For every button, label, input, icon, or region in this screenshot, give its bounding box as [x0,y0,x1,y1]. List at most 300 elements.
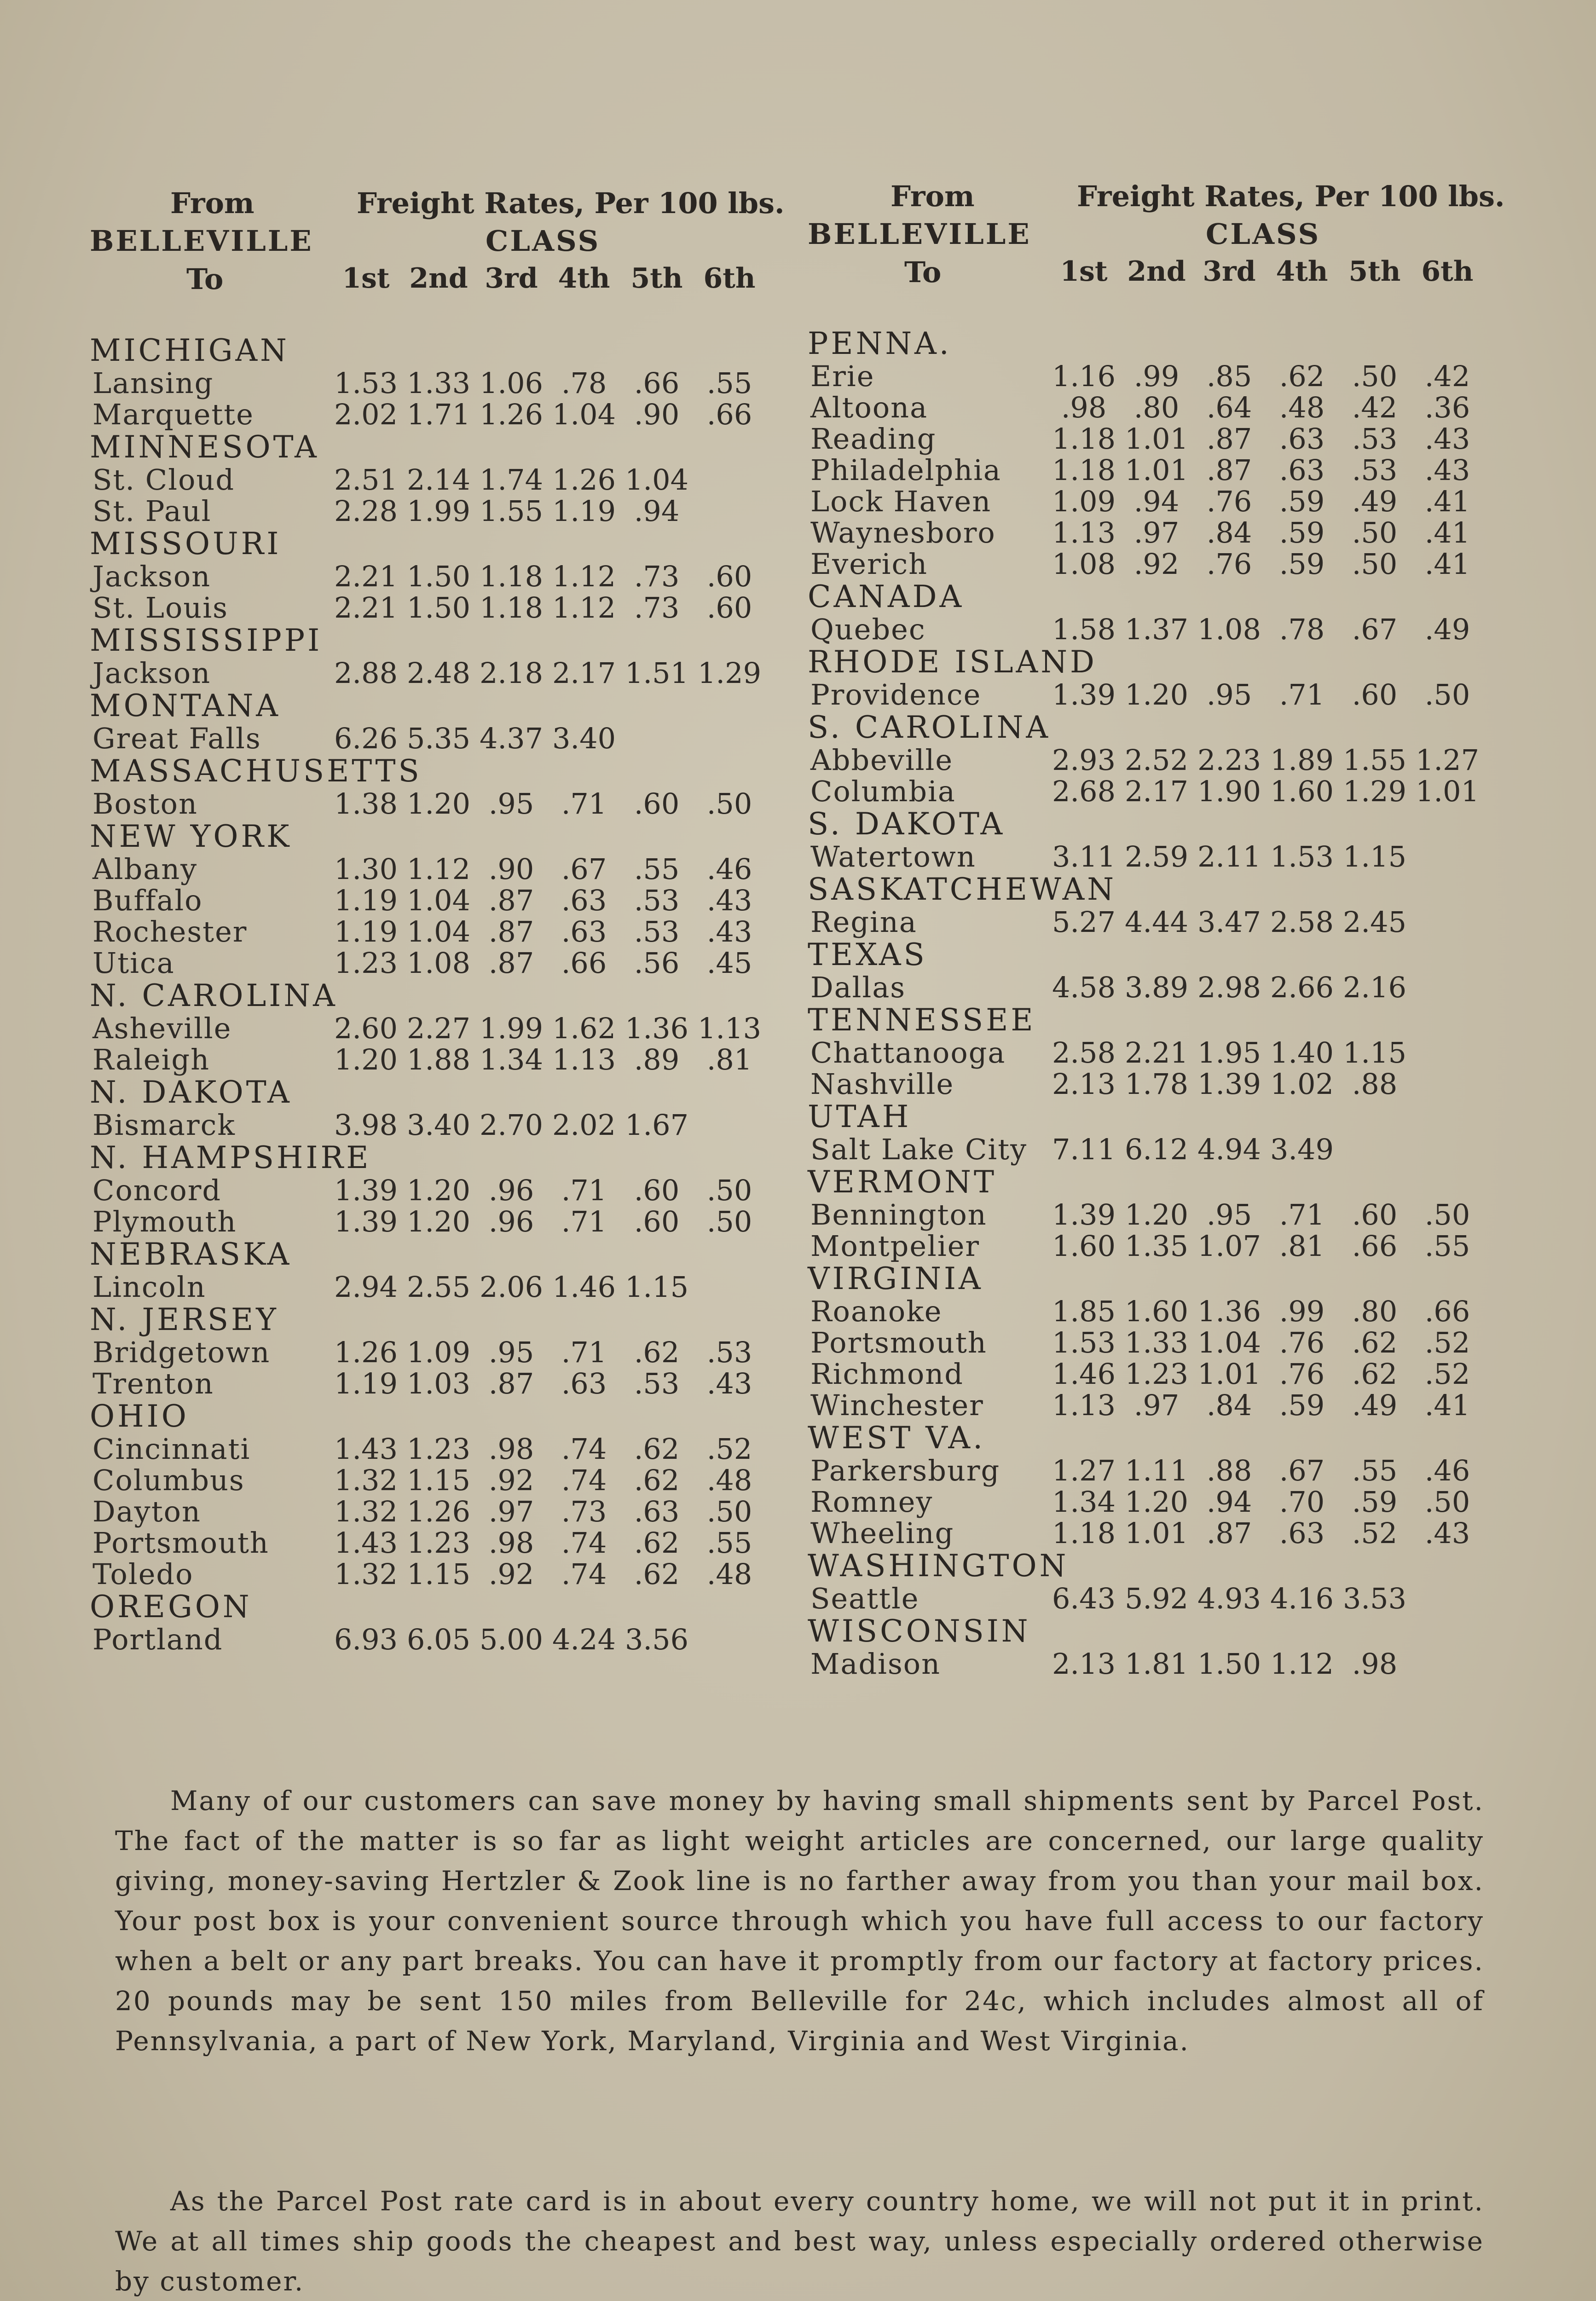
rate-cell: .41 [1424,1388,1470,1422]
rate-cell: .62 [634,1463,680,1497]
rate-cell: 1.23 [334,946,398,980]
table-row [808,1199,1489,1231]
table-row [90,368,771,399]
rate-cell: 1.67 [625,1108,689,1142]
city-name: Richmond [810,1357,964,1391]
table-row [808,486,1489,517]
rate-cell: .43 [706,915,752,948]
table-row [90,496,771,527]
table-row [808,1518,1489,1549]
city-name: Bennington [810,1198,987,1231]
rate-cell: 3.40 [406,1108,471,1142]
rate-cell: .85 [1206,359,1252,393]
rate-cell: .55 [706,366,752,400]
table-header-right [808,175,1505,327]
table-row [808,392,1489,423]
rate-cell: .95 [1206,1198,1252,1231]
origin-label: BELLEVILLE [90,224,313,258]
class-6th: 6th [703,262,756,295]
city-name: Chattanooga [810,1036,1006,1070]
table-row [808,1648,1489,1680]
rate-cell: 3.49 [1270,1133,1334,1166]
rate-cell: 2.17 [552,656,616,690]
class-5th: 5th [630,262,683,295]
rate-cell: .59 [1279,547,1325,581]
rate-cell: .63 [634,1495,680,1528]
rate-cell: .74 [561,1463,607,1497]
state-heading: WISCONSIN [808,1613,1031,1649]
rate-cell: 2.58 [1052,1036,1116,1070]
table-row [808,1455,1489,1486]
rate-cell: .81 [706,1043,752,1076]
rate-cell: .52 [706,1432,752,1466]
rate-cell: 2.11 [1197,840,1261,873]
rate-cell: 2.58 [1270,905,1334,939]
rate-cell: 1.60 [1124,1295,1189,1328]
table-row [90,1434,771,1465]
class-4th: 4th [1276,255,1328,288]
rate-cell: 1.13 [552,1043,616,1076]
city-name: Buffalo [93,884,203,917]
rate-cell: 1.08 [1052,547,1116,581]
rate-cell: .96 [488,1205,534,1238]
rate-cell: .78 [561,366,607,400]
rate-cell: 1.39 [334,1205,398,1238]
rates-table-right [808,175,1505,1681]
rate-cell: 1.04 [625,463,689,497]
rate-cell: 1.46 [1052,1357,1116,1391]
city-name: Everich [810,547,928,581]
table-row [90,1368,771,1399]
rate-cell: 1.08 [406,946,471,980]
rate-cell: .71 [1279,678,1325,711]
table-row [808,776,1489,807]
table-row [90,1110,771,1141]
city-name: Romney [810,1485,933,1519]
rate-cell: .46 [1424,1454,1470,1487]
rate-cell: .66 [1352,1229,1398,1263]
rate-cell: 5.92 [1124,1582,1189,1615]
city-name: Raleigh [93,1043,210,1076]
rate-cell: 2.21 [334,591,398,624]
state-heading: MASSACHUSETTS [90,753,422,789]
rate-cell: 1.20 [334,1043,398,1076]
rate-cell: .52 [1424,1326,1470,1359]
city-name: Columbia [810,775,956,808]
rate-cell: .43 [1424,1516,1470,1550]
rate-cell: .84 [1206,1388,1252,1422]
city-name: Trenton [93,1367,214,1400]
rate-cell: 1.32 [334,1495,398,1528]
rate-cell: 2.93 [1052,743,1116,777]
rate-cell: .42 [1424,359,1470,393]
rate-cell: .60 [634,1174,680,1207]
rate-cell: 1.23 [406,1526,471,1560]
rate-cell: .53 [634,915,680,948]
rate-cell: 1.18 [479,591,544,624]
rate-cell: .76 [1206,485,1252,518]
rate-cell: 1.01 [1124,453,1189,487]
rate-cell: 1.36 [625,1012,689,1045]
rate-cell: 1.20 [406,787,471,821]
rate-cell: 1.23 [406,1432,471,1466]
rate-cell: 3.53 [1342,1582,1407,1615]
rate-cell: .53 [634,884,680,917]
rate-cell: .76 [1206,547,1252,581]
rate-cell: 1.53 [334,366,398,400]
rate-cell: 2.02 [552,1108,616,1142]
rate-cell: .97 [1133,1388,1180,1422]
rate-cell: 1.43 [334,1526,398,1560]
rate-cell: 1.46 [552,1270,616,1304]
rate-cell: .62 [1352,1357,1398,1391]
state-heading: VIRGINIA [808,1261,983,1296]
rate-cell: .50 [706,1174,752,1207]
rate-cell: .71 [561,787,607,821]
rate-cell: .60 [706,591,752,624]
rate-cell: 2.27 [406,1012,471,1045]
table-row [90,723,771,754]
rate-cell: 1.15 [625,1270,689,1304]
state-heading: TEXAS [808,937,927,972]
rate-cell: 1.04 [1197,1326,1261,1359]
rate-cell: .96 [488,1174,534,1207]
rate-cell: 1.15 [406,1463,471,1497]
city-name: Portland [93,1623,223,1656]
rate-cell: 1.20 [1124,1485,1189,1519]
table-row [90,1465,771,1496]
rate-cell: .62 [634,1336,680,1369]
rate-cell: .48 [706,1557,752,1591]
city-name: Salt Lake City [810,1133,1028,1166]
from-label: From [891,179,975,213]
rate-cell: 2.94 [334,1270,398,1304]
rate-cell: 2.28 [334,494,398,528]
rate-cell: 1.53 [1052,1326,1116,1359]
state-heading: NEW YORK [90,819,292,854]
rate-cell: 1.33 [406,366,471,400]
rate-cell: .80 [1133,391,1180,424]
rate-cell: .66 [634,366,680,400]
rate-cell: 1.18 [479,560,544,593]
class-1st: 1st [1060,255,1108,288]
state-heading: S. DAKOTA [808,806,1006,842]
rate-cell: 1.12 [1270,1647,1334,1681]
rate-cell: 1.07 [1197,1229,1261,1263]
parcel-post-paragraph [115,1781,1484,2061]
rate-cell: .50 [1424,1198,1470,1231]
origin-label: BELLEVILLE [808,217,1031,251]
rate-cell: 1.40 [1270,1036,1334,1070]
table-row [90,1624,771,1655]
rate-cell: .64 [1206,391,1252,424]
rate-cell: .71 [1279,1198,1325,1231]
rate-cell: 1.12 [406,852,471,886]
table-row [90,788,771,820]
rate-cell: .88 [1352,1067,1398,1101]
city-name: Quebec [810,613,926,646]
rate-cell: .63 [561,884,607,917]
rate-cell: .62 [1352,1326,1398,1359]
rate-cell: .80 [1352,1295,1398,1328]
state-heading: N. HAMPSHIRE [90,1140,371,1175]
rate-cell: .87 [488,1367,534,1400]
rate-cell: .99 [1133,359,1180,393]
rate-cell: 3.89 [1124,971,1189,1004]
table-row [808,841,1489,873]
table-row [808,1486,1489,1518]
rate-cell: 1.85 [1052,1295,1116,1328]
rate-cell: .63 [1279,422,1325,456]
rate-cell: 1.90 [1197,775,1261,808]
table-row [90,1559,771,1590]
rate-cell: 2.55 [406,1270,471,1304]
table-row [90,948,771,979]
rate-cell: 2.14 [406,463,471,497]
rate-cell: .43 [706,1367,752,1400]
rate-cell: 1.03 [406,1367,471,1400]
rate-cell: .63 [1279,1516,1325,1550]
rate-cell: .50 [1424,678,1470,711]
rate-cell: .74 [561,1526,607,1560]
city-name: Dallas [810,971,906,1004]
rate-cell: 1.34 [1052,1485,1116,1519]
rate-cell: .92 [488,1463,534,1497]
rate-cell: .50 [1352,359,1398,393]
rate-cell: .67 [1279,1454,1325,1487]
city-name: Montpelier [810,1229,980,1263]
rate-cell: .63 [561,1367,607,1400]
rate-cell: 1.78 [1124,1067,1189,1101]
city-name: Bridgetown [93,1336,271,1369]
rate-cell: .98 [488,1432,534,1466]
rate-cell: 1.58 [1052,613,1116,646]
class-2nd: 2nd [1127,255,1186,288]
rate-cell: 1.04 [406,915,471,948]
class-3rd: 3rd [1203,255,1256,288]
rate-cell: .94 [1206,1485,1252,1519]
city-name: Great Falls [93,722,261,755]
rate-cell: 1.12 [552,591,616,624]
rates-title: Freight Rates, Per 100 lbs. [357,186,785,220]
class-3rd: 3rd [485,262,538,295]
rate-cell: 2.48 [406,656,471,690]
city-name: Seattle [810,1582,919,1615]
rate-cell: 1.29 [1342,775,1407,808]
rate-cell: 1.23 [1124,1357,1189,1391]
table-row [90,1272,771,1303]
table-row [808,745,1489,776]
rate-cell: 2.23 [1197,743,1261,777]
rate-cell: 1.35 [1124,1229,1189,1263]
city-name: Portsmouth [93,1526,269,1560]
rate-cell: 1.19 [552,494,616,528]
city-name: Asheville [93,1012,232,1045]
table-row [808,972,1489,1003]
rate-cell: 1.38 [334,787,398,821]
rate-cell: 1.01 [1415,775,1480,808]
city-name: Winchester [810,1388,984,1422]
rate-cell: 1.01 [1124,1516,1189,1550]
table-row [808,361,1489,392]
rate-cell: 1.53 [1270,840,1334,873]
table-row [808,1296,1489,1327]
rate-cell: .59 [1279,485,1325,518]
city-name: Lincoln [93,1270,206,1304]
rate-cell: 1.32 [334,1557,398,1591]
city-name: Boston [93,787,198,821]
state-heading: UTAH [808,1099,912,1134]
class-6th: 6th [1421,255,1474,288]
rate-cell: .98 [1061,391,1107,424]
rate-cell: 1.15 [406,1557,471,1591]
city-name: Reading [810,422,937,456]
rate-cell: 4.24 [552,1623,616,1656]
table-row [90,885,771,916]
table-row [90,1175,771,1206]
rate-cell: 2.45 [1342,905,1407,939]
rate-cell: .62 [634,1557,680,1591]
state-heading: N. JERSEY [90,1302,279,1337]
rate-cell: .76 [1279,1326,1325,1359]
rate-cell: 2.13 [1052,1067,1116,1101]
rate-cell: 6.26 [334,722,398,755]
rate-cell: 1.36 [1197,1295,1261,1328]
rate-cell: .60 [1352,1198,1398,1231]
rate-cell: .97 [488,1495,534,1528]
rate-cell: 1.89 [1270,743,1334,777]
rate-cell: .95 [488,1336,534,1369]
state-heading: MONTANA [90,688,281,723]
rate-cell: 3.47 [1197,905,1261,939]
rate-cell: .50 [1352,516,1398,549]
class-1st: 1st [342,262,390,295]
rate-cell: 2.60 [334,1012,398,1045]
rate-cell: .71 [561,1174,607,1207]
table-row [808,517,1489,549]
city-name: Dayton [93,1495,201,1528]
table-row [808,1069,1489,1100]
state-heading: NEBRASKA [90,1237,292,1272]
city-name: Erie [810,359,875,393]
rate-cell: .43 [706,884,752,917]
rate-cell: .87 [1206,422,1252,456]
class-label: CLASS [486,224,601,258]
rate-cell: 2.51 [334,463,398,497]
rate-cell: 1.20 [406,1205,471,1238]
rate-cell: .41 [1424,516,1470,549]
city-name: Jackson [93,560,211,593]
city-name: Roanoke [810,1295,943,1328]
rate-cell: 1.04 [552,398,616,431]
rate-cell: .53 [634,1367,680,1400]
rate-cell: .52 [1424,1357,1470,1391]
rate-cell: .62 [1279,359,1325,393]
rate-cell: .99 [1279,1295,1325,1328]
rate-cell: .70 [1279,1485,1325,1519]
state-heading: CANADA [808,579,965,614]
city-name: St. Louis [93,591,228,624]
city-name: Philadelphia [810,453,1001,487]
table-row [90,1013,771,1044]
rate-cell: 4.16 [1270,1582,1334,1615]
rate-cell: .90 [488,852,534,886]
rate-cell: 1.60 [1270,775,1334,808]
state-heading: PENNA. [808,326,952,361]
rate-cell: 4.58 [1052,971,1116,1004]
city-name: Bismarck [93,1108,236,1142]
rate-cell: 1.43 [334,1432,398,1466]
rates-table-left [90,182,785,1656]
rate-cell: 6.12 [1124,1133,1189,1166]
table-row [808,1390,1489,1421]
table-header-left [90,182,785,334]
rate-cell: 2.13 [1052,1647,1116,1681]
rate-cell: 2.52 [1124,743,1189,777]
state-heading: MICHIGAN [90,333,289,368]
table-row [808,614,1489,645]
rate-cell: .76 [1279,1357,1325,1391]
rate-cell: 1.20 [1124,1198,1189,1231]
rate-cell: 1.74 [479,463,544,497]
rate-cell: 1.04 [406,884,471,917]
rate-cell: 1.26 [406,1495,471,1528]
rate-cell: .63 [1279,453,1325,487]
rate-cell: .66 [1424,1295,1470,1328]
rate-cell: 1.01 [1124,422,1189,456]
rate-cell: 2.17 [1124,775,1189,808]
rate-cell: .36 [1424,391,1470,424]
rate-cell: 1.62 [552,1012,616,1045]
rate-cell: 1.06 [479,366,544,400]
rate-cell: .60 [634,787,680,821]
table-row [808,679,1489,711]
rate-cell: 4.37 [479,722,544,755]
table-row [90,658,771,689]
table-row [808,549,1489,580]
rate-cell: .95 [1206,678,1252,711]
rate-cell: 7.11 [1052,1133,1116,1166]
rate-cell: 1.88 [406,1043,471,1076]
rate-cell: .73 [634,591,680,624]
rate-cell: 2.59 [1124,840,1189,873]
state-heading: WASHINGTON [808,1548,1069,1584]
rate-cell: 1.18 [1052,422,1116,456]
rate-cell: 3.56 [625,1623,689,1656]
rate-cell: 1.15 [1342,1036,1407,1070]
city-name: Cincinnati [93,1432,251,1466]
rate-cell: 3.40 [552,722,616,755]
rate-cell: .94 [634,494,680,528]
class-5th: 5th [1348,255,1401,288]
rate-cell: .46 [706,852,752,886]
paragraph-shipping: As the Parcel Post rate card is in about every country home, we will not put it in print. We at all times ship goods the cheapest and best way, unless especially ordered otherwise by customer. [115,2185,1484,2297]
rate-cell: 5.27 [1052,905,1116,939]
state-heading: OREGON [90,1589,252,1625]
rate-cell: .89 [634,1043,680,1076]
rate-cell: .74 [561,1432,607,1466]
rate-cell: 1.99 [479,1012,544,1045]
table-row [90,1496,771,1527]
rate-cell: .90 [634,398,680,431]
rate-cell: .62 [634,1432,680,1466]
table-row [808,1037,1489,1069]
rate-cell: .84 [1206,516,1252,549]
rate-cell: .60 [634,1205,680,1238]
rate-cell: .49 [1352,1388,1398,1422]
rate-cell: 1.02 [1270,1067,1334,1101]
rate-cell: 6.43 [1052,1582,1116,1615]
